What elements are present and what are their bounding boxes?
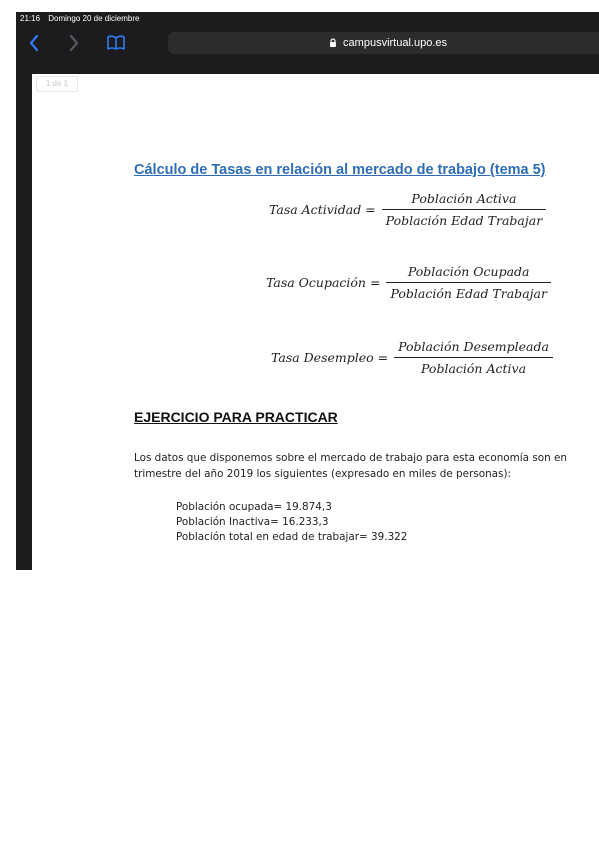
formula-lhs: Tasa Actividad = <box>269 202 376 217</box>
formula-denominator: Población Activa <box>421 361 527 376</box>
paragraph-line: trimestre del año 2019 los siguientes (expresado en miles de personas): <box>134 468 512 480</box>
lock-icon <box>329 38 337 48</box>
formula-tasa-desempleo <box>271 339 553 376</box>
list-item: Población Inactiva= 16.233,3 <box>176 516 329 528</box>
chevron-left-icon <box>28 34 40 52</box>
status-time: 21:16 <box>20 14 41 23</box>
url-text: campusvirtual.upo.es <box>343 37 447 49</box>
formula-denominator: Población Edad Trabajar <box>390 286 547 301</box>
exercise-heading: EJERCICIO PARA PRACTICAR <box>134 409 338 425</box>
page-indicator: 1 de 1 <box>36 76 78 92</box>
exercise-paragraph <box>134 450 599 482</box>
forward-button[interactable] <box>68 34 80 56</box>
data-list <box>176 500 407 545</box>
browser-toolbar <box>16 26 599 66</box>
formula-fraction <box>386 264 551 301</box>
paragraph-line: Los datos que disponemos sobre el mercado de trabajo para esta economía son en <box>134 452 567 464</box>
formula-fraction <box>382 191 547 228</box>
bookmarks-button[interactable] <box>106 34 124 56</box>
formula-lhs: Tasa Ocupación = <box>266 275 381 290</box>
formula-lhs: Tasa Desempleo = <box>271 350 389 365</box>
formula-numerator: Población Ocupada <box>407 264 530 279</box>
address-bar[interactable] <box>168 32 599 54</box>
formula-tasa-ocupacion <box>266 264 551 301</box>
list-item: Población ocupada= 19.874,3 <box>176 501 332 513</box>
pdf-viewer[interactable] <box>16 66 599 570</box>
formula-tasa-actividad <box>269 191 546 228</box>
formula-fraction <box>394 339 553 376</box>
status-date: Domingo 20 de diciembre <box>48 14 140 23</box>
document-title: Cálculo de Tasas en relación al mercado de trabajo (tema 5) <box>134 162 546 178</box>
back-button[interactable] <box>28 34 40 56</box>
chevron-right-icon <box>68 34 80 52</box>
pdf-page <box>32 74 599 570</box>
status-bar <box>16 12 599 26</box>
formula-numerator: Población Activa <box>411 191 517 206</box>
formula-denominator: Población Edad Trabajar <box>385 213 543 228</box>
list-item: Población total en edad de trabajar= 39.322 <box>176 531 408 543</box>
ipad-screen <box>16 12 599 570</box>
book-icon <box>106 34 126 52</box>
formula-numerator: Población Desempleada <box>398 339 549 354</box>
